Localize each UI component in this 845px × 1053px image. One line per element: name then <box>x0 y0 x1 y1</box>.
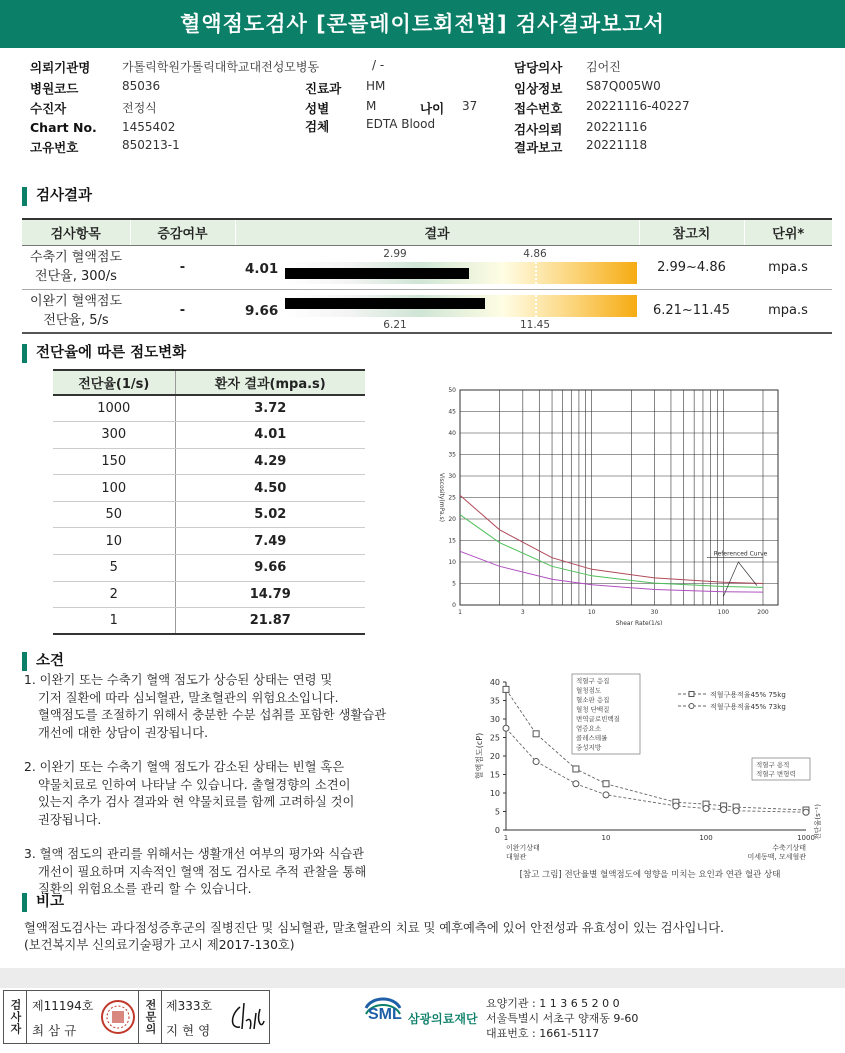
y-tick-label: 30 <box>489 715 500 724</box>
opinion-section-title: 소견 <box>22 652 64 671</box>
ref-range: 2.99~4.86 <box>639 245 744 289</box>
results-header-unit: 단위* <box>744 219 832 245</box>
gauge-marker <box>535 295 537 317</box>
data-point <box>503 686 509 692</box>
y-tick-label: 0 <box>494 826 500 835</box>
patient-label: 수진자 <box>30 101 67 116</box>
y-axis-label: 혈액점도(cP) <box>475 732 484 780</box>
result-cell <box>235 245 639 289</box>
table-row <box>53 475 365 502</box>
factor-label: 적혈구 용적 <box>756 761 790 769</box>
opinion-line: 3. 혈액 점도의 관리를 위해서는 생활개선 여부의 평가와 식습관 <box>24 847 364 861</box>
results-header-ref: 참고치 <box>639 219 744 245</box>
opinion-line: 개선이 필요하며 지속적인 혈액 점도 검사로 추적 관찰을 통해 <box>38 864 367 879</box>
phone: 대표번호 : 1661-5117 <box>486 1027 600 1040</box>
y-tick-label: 45 <box>448 408 456 416</box>
x-annotation: 수축기상태 <box>772 844 806 852</box>
result-bar <box>285 268 469 279</box>
uid-value: 850213-1 <box>122 138 180 152</box>
result-cell <box>235 289 639 333</box>
table-row <box>22 289 832 333</box>
org-name: 삼광의료재단 <box>408 1012 478 1026</box>
table-row <box>53 395 365 422</box>
y-tick-label: 40 <box>448 430 456 437</box>
shear-table <box>53 369 365 635</box>
data-point <box>803 809 809 815</box>
legend-label: 적혈구용적율45% 75kg <box>710 691 786 699</box>
factor-label: 염증요소 <box>576 724 602 733</box>
shear-header-result: 환자 결과(mpa.s) <box>175 370 365 395</box>
y-tick-label: 20 <box>489 752 500 761</box>
factor-label: 혈청 단백질 <box>576 705 610 714</box>
gauge-marker <box>535 262 537 284</box>
factor-label: 콜레스테롤 <box>576 734 608 742</box>
doctor-label: 담당의사 <box>514 60 563 75</box>
tester-label: 검사자 <box>9 999 22 1035</box>
unit: mpa.s <box>744 289 832 333</box>
data-point <box>733 808 739 814</box>
report-label: 결과보고 <box>514 140 563 155</box>
y-tick-label: 30 <box>448 473 456 480</box>
x-tick-label: 100 <box>717 609 730 616</box>
results-header-result: 결과 <box>235 219 639 245</box>
patient-value: 전정식 <box>122 101 157 115</box>
table-row <box>53 422 365 449</box>
data-point <box>533 731 539 737</box>
x-tick-label: 1000 <box>797 834 815 842</box>
data-point <box>533 759 539 765</box>
y-tick-label: 0 <box>452 602 456 609</box>
table-row <box>53 501 365 528</box>
footer-band <box>0 968 845 988</box>
remarks-line: (보건복지부 신의료기술평가 고시 제2017-130호) <box>24 938 295 952</box>
opinion-line: 질환의 위험요소를 관리 할 수 있습니다. <box>38 882 252 896</box>
annotation-label: Referenced Curve <box>713 550 768 558</box>
factor-label: 적혈구 응집 <box>576 677 610 685</box>
table-row <box>22 245 832 289</box>
item-name: 수축기 혈액점도 <box>29 250 123 265</box>
sex-value: M <box>366 99 377 113</box>
data-point <box>573 766 579 772</box>
table-row <box>53 608 365 635</box>
x-annotation: 대혈관 <box>506 853 527 861</box>
viscosity-chart <box>430 385 790 625</box>
item-condition: 전단율, 300/s <box>35 269 117 284</box>
sex-label: 성별 <box>305 101 330 116</box>
factor-label: 혈청점도 <box>576 686 602 695</box>
y-tick-label: 5 <box>452 580 456 588</box>
factor-label: 혈소판 응집 <box>576 696 610 704</box>
shear-rate: 50 <box>53 501 175 528</box>
dept-value: HM <box>366 79 386 93</box>
ward-value: / - <box>372 58 385 72</box>
table-row <box>53 448 365 475</box>
y-tick-label: 10 <box>489 789 500 798</box>
x-tick-label: 1 <box>503 834 509 842</box>
x-tick-label: 10 <box>601 834 611 842</box>
ref-low-tick: 2.99 <box>383 247 407 260</box>
report-value: 20221118 <box>586 138 648 152</box>
y-tick-label: 20 <box>448 516 456 523</box>
y-tick-label: 15 <box>448 537 456 545</box>
shear-rate: 1000 <box>53 395 175 422</box>
data-point <box>573 781 579 787</box>
age-label: 나이 <box>420 101 445 116</box>
y-tick-label: 5 <box>494 807 500 817</box>
opinion-line: 개선에 대한 상담이 권장됩니다. <box>38 725 209 740</box>
age-value: 37 <box>462 99 478 113</box>
results-table <box>22 218 832 334</box>
doctor-value: 김어진 <box>586 60 621 74</box>
x-annotation: 미세동맥, 모세혈관 <box>747 853 806 861</box>
y-tick-label: 50 <box>448 387 456 394</box>
signature <box>226 999 266 1035</box>
factor-label: 변역글로빈백질 <box>576 715 620 723</box>
x-tick-label: 3 <box>520 609 525 616</box>
legend-label: 적혈구용적율45% 73kg <box>710 703 786 711</box>
results-section-title: 검사결과 <box>22 187 92 206</box>
ref-high-tick: 11.45 <box>519 318 551 331</box>
seal-stamp <box>98 995 138 1039</box>
shear-result: 21.87 <box>175 608 365 635</box>
x-tick-label: 30 <box>650 609 659 616</box>
table-row <box>53 528 365 555</box>
legend-marker <box>689 692 694 697</box>
y-tick-label: 15 <box>489 770 500 780</box>
figure-caption: [참고 그림] 전단율별 혈액점도에 영향을 미치는 요인과 연관 혈관 상태 <box>519 870 781 880</box>
y-tick-label: 35 <box>489 696 500 706</box>
receipt-value: 20221116-40227 <box>586 99 690 113</box>
factor-label: 적혈구 변형력 <box>756 770 796 778</box>
shear-result: 5.02 <box>175 501 365 528</box>
shear-rate: 100 <box>53 475 175 502</box>
shear-section-title: 전단율에 따른 점도변화 <box>22 344 186 363</box>
y-axis-label: Viscosity(mPa.s) <box>438 472 445 523</box>
shear-rate: 5 <box>53 555 175 582</box>
item-condition: 전단율, 5/s <box>43 312 109 328</box>
specialist-license: 제333호 <box>166 999 213 1013</box>
shear-result: 14.79 <box>175 581 365 608</box>
signature-box <box>3 990 270 1044</box>
change-value: - <box>130 245 235 289</box>
shear-result: 9.66 <box>175 555 365 582</box>
result-bar <box>285 298 485 309</box>
y-tick-label: 35 <box>448 451 456 459</box>
shear-rate: 10 <box>53 528 175 555</box>
specimen-value: EDTA Blood <box>366 117 436 131</box>
opinion-text <box>24 672 464 899</box>
request-label: 검사의뢰 <box>514 122 563 137</box>
right-axis-label: 전단율(s⁻¹) <box>814 804 822 840</box>
ref-high-tick: 4.86 <box>523 247 547 260</box>
x-tick-label: 100 <box>699 834 713 842</box>
data-point <box>503 725 509 731</box>
reference-figure <box>468 672 833 887</box>
factor-label: 중성지방 <box>576 743 602 752</box>
shear-header-rate: 전단율(1/s) <box>53 370 175 395</box>
request-value: 20221116 <box>586 120 648 134</box>
opinion-line: 1. 이완기 또는 수축기 혈액 점도가 상승된 상태는 연령 및 <box>24 673 333 687</box>
dept-label: 진료과 <box>305 81 342 96</box>
institution-value: 가톨릭학원가톨릭대학교대전성모병동 <box>122 60 320 74</box>
x-axis-label: Shear Rate(1/s) <box>615 620 663 625</box>
agency-number: 요양기관 : 1 1 3 6 5 2 0 0 <box>486 997 620 1010</box>
item-name: 이완기 혈액점도 <box>29 293 123 309</box>
data-point <box>603 792 609 798</box>
shear-result: 4.50 <box>175 475 365 502</box>
legend-marker <box>689 704 694 709</box>
shear-result: 3.72 <box>175 395 365 422</box>
x-tick-label: 10 <box>587 609 596 616</box>
x-annotation: 이완기상태 <box>506 844 540 852</box>
chart-value: 1455402 <box>122 120 176 134</box>
shear-rate: 2 <box>53 581 175 608</box>
specimen-label: 검체 <box>305 119 330 134</box>
uid-label: 고유번호 <box>30 140 79 155</box>
shear-result: 4.01 <box>175 422 365 449</box>
shear-rate: 150 <box>53 448 175 475</box>
shear-rate: 300 <box>53 422 175 449</box>
ref-low-tick: 6.21 <box>383 318 407 331</box>
opinion-line: 권장됩니다. <box>38 812 102 827</box>
org-info <box>486 996 638 1041</box>
institution-label: 의뢰기관명 <box>30 60 91 75</box>
report-title: 혈액점도검사 [콘플레이트회전법] 검사결과보고서 <box>0 0 845 48</box>
opinion-line: 2. 이완기 또는 수축기 혈액 점도가 감소된 상태는 빈혈 혹은 <box>24 760 345 774</box>
tester-name: 최 삼 규 <box>32 1023 77 1038</box>
opinion-line: 있는지 추가 검사 결과와 현 약물치료를 함께 고려하실 것이 <box>38 795 355 809</box>
y-tick-label: 40 <box>489 678 500 687</box>
y-tick-label: 10 <box>448 559 456 566</box>
receipt-label: 접수번호 <box>514 101 563 116</box>
results-header-change: 증감여부 <box>130 219 235 245</box>
hospcode-value: 85036 <box>122 79 161 93</box>
tester-license: 제11194호 <box>32 999 94 1013</box>
unit: mpa.s <box>744 245 832 289</box>
y-tick-label: 25 <box>489 733 500 743</box>
chart-label: Chart No. <box>30 120 97 135</box>
hospcode-label: 병원코드 <box>30 81 79 96</box>
data-point <box>673 803 679 809</box>
data-point <box>721 807 727 813</box>
specialist-name: 지 현 영 <box>166 1023 211 1038</box>
opinion-line: 약물치료로 인하여 나타날 수 있습니다. 출혈경향의 소견이 <box>38 777 351 792</box>
remarks-line: 혈액점도검사는 과다점성증후군의 질병진단 및 심뇌혈관, 말초혈관의 치료 및 예후예측에 있어 안전성과 유효성이 있는 검사입니다. <box>24 921 725 935</box>
address: 서울특별시 서초구 양재동 9-60 <box>486 1012 639 1025</box>
table-row <box>53 555 365 582</box>
remarks-text <box>24 920 724 954</box>
result-value: 9.66 <box>245 302 279 319</box>
specialist-label: 전문의 <box>144 999 157 1035</box>
x-tick-label: 200 <box>757 609 769 616</box>
table-row <box>53 581 365 608</box>
clinical-value: S87Q005W0 <box>586 79 661 93</box>
clinical-label: 임상정보 <box>514 81 563 96</box>
shear-result: 7.49 <box>175 528 365 555</box>
logo-text: SML <box>368 1006 402 1023</box>
opinion-line: 기저 질환에 따라 심뇌혈관, 말초혈관의 위험요소입니다. <box>38 690 339 705</box>
shear-result: 4.29 <box>175 448 365 475</box>
y-tick-label: 25 <box>448 494 456 502</box>
data-point <box>703 806 709 812</box>
remarks-section-title: 비고 <box>22 893 64 912</box>
opinion-line: 혈액점도를 조절하기 위해서 충분한 수분 섭취를 포함한 생활습관 <box>38 708 387 722</box>
shear-rate: 1 <box>53 608 175 635</box>
result-value: 4.01 <box>245 260 279 277</box>
x-tick-label: 1 <box>458 609 462 616</box>
change-value: - <box>130 289 235 333</box>
results-header-item: 검사항목 <box>22 219 130 245</box>
ref-range: 6.21~11.45 <box>639 289 744 333</box>
data-point <box>603 781 609 787</box>
